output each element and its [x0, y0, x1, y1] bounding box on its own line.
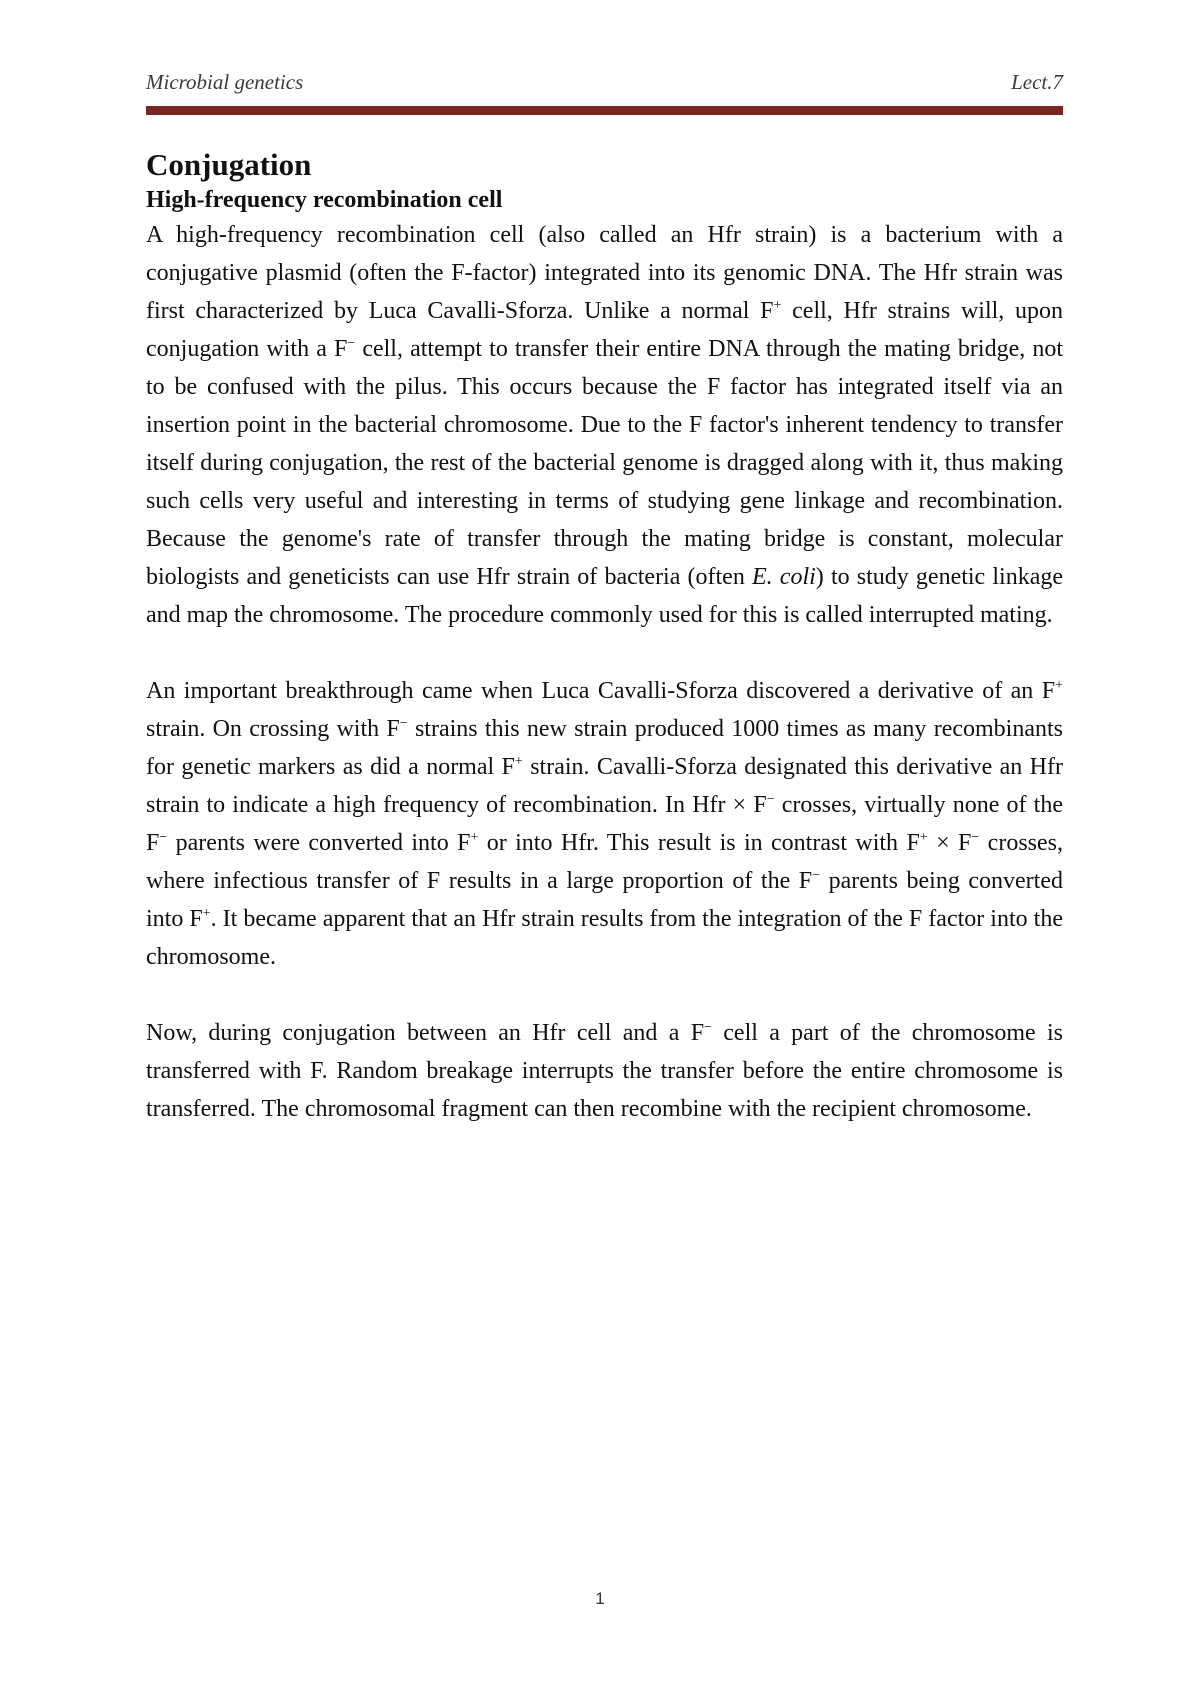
text-run: A high-frequency recombination cell (also called an Hfr strain) is a bacterium with a conjugative plasmid (often the F-factor) integrated into its genomic DNA. The Hfr strain was first characterized by Luca Cavalli-Sforza. Unlike a normal F [146, 222, 1063, 324]
superscript-minus: − [971, 830, 980, 845]
section-heading: Conjugation [146, 147, 312, 182]
text-run: parents being converted into F [146, 868, 1063, 932]
superscript-minus: − [766, 792, 775, 807]
paragraph-conjugation-transfer [146, 1014, 1063, 1128]
course-title: Microbial genetics [146, 70, 304, 94]
text-run: strain. On crossing with F [146, 716, 400, 742]
superscript-minus: − [812, 868, 821, 883]
text-run: cell a part of the chromosome is transferred with F. Random breakage interrupts the transfer before the entire chromosome is transferred. The chromosomal fragment can then recombine with the recipient chromosome. [146, 1020, 1063, 1122]
text-run: strain. Cavalli-Sforza designated this derivative an Hfr strain to indicate a high frequency of recombination. In Hfr × F [146, 754, 1063, 818]
superscript-plus: + [773, 298, 782, 313]
superscript-plus: + [919, 830, 928, 845]
species-name: E. coli [751, 564, 816, 590]
text-run: or into Hfr. This result is in contrast with F [478, 830, 920, 856]
text-run: parents were converted into F [167, 830, 471, 856]
superscript-minus: − [704, 1020, 712, 1035]
superscript-minus: − [159, 830, 168, 845]
text-run: strains this new strain produced 1000 times as many recombinants for genetic markers as did a normal F [146, 716, 1063, 780]
lecture-number: Lect.7 [1011, 70, 1063, 94]
text-run: . It became apparent that an Hfr strain results from the integration of the F factor into the chromosome. [146, 906, 1063, 970]
text-run: crosses, where infectious transfer of F results in a large proportion of the F [146, 830, 1063, 894]
paragraph-breakthrough [146, 672, 1063, 976]
header-divider [146, 106, 1063, 115]
text-run: crosses, virtually none of the F [146, 792, 1063, 856]
text-run: ) to study genetic linkage and map the chromosome. The procedure commonly used for this is called interrupted mating. [146, 564, 1063, 628]
superscript-plus: + [470, 830, 479, 845]
text-run: cell, attempt to transfer their entire DNA through the mating bridge, not to be confused with the pilus. This occurs because the F factor has integrated itself via an insertion point in the bacterial chromosome. Due to the F factor's inherent tendency to transfer itself during conjugation, the rest of the bacterial genome is dragged along with it, thus making such cells very useful and interesting in terms of studying gene linkage and recombination. Because the genome's rate of transfer through the mating bridge is constant, molecular biologists and geneticists can use Hfr strain of bacteria (often [146, 336, 1063, 590]
superscript-minus: − [399, 716, 408, 731]
page-header [146, 70, 1063, 100]
superscript-plus: + [202, 906, 211, 921]
text-run: Now, during conjugation between an Hfr cell and a F [146, 1020, 705, 1046]
superscript-minus: − [347, 336, 356, 351]
text-run: cell, Hfr strains will, upon conjugation with a F [146, 298, 1063, 362]
page-number: 1 [595, 1589, 605, 1608]
paragraph-gap [146, 976, 1063, 1014]
paragraph-gap [146, 634, 1063, 672]
superscript-plus: + [514, 754, 523, 769]
text-run: An important breakthrough came when Luca Cavalli-Sforza discovered a derivative of an F [146, 678, 1056, 704]
superscript-plus: + [1055, 678, 1063, 693]
section-subheading: High-frequency recombination cell [146, 187, 503, 213]
text-run: × F [927, 830, 972, 856]
page-content [146, 146, 1063, 1128]
paragraph-hfr-definition [146, 216, 1063, 634]
